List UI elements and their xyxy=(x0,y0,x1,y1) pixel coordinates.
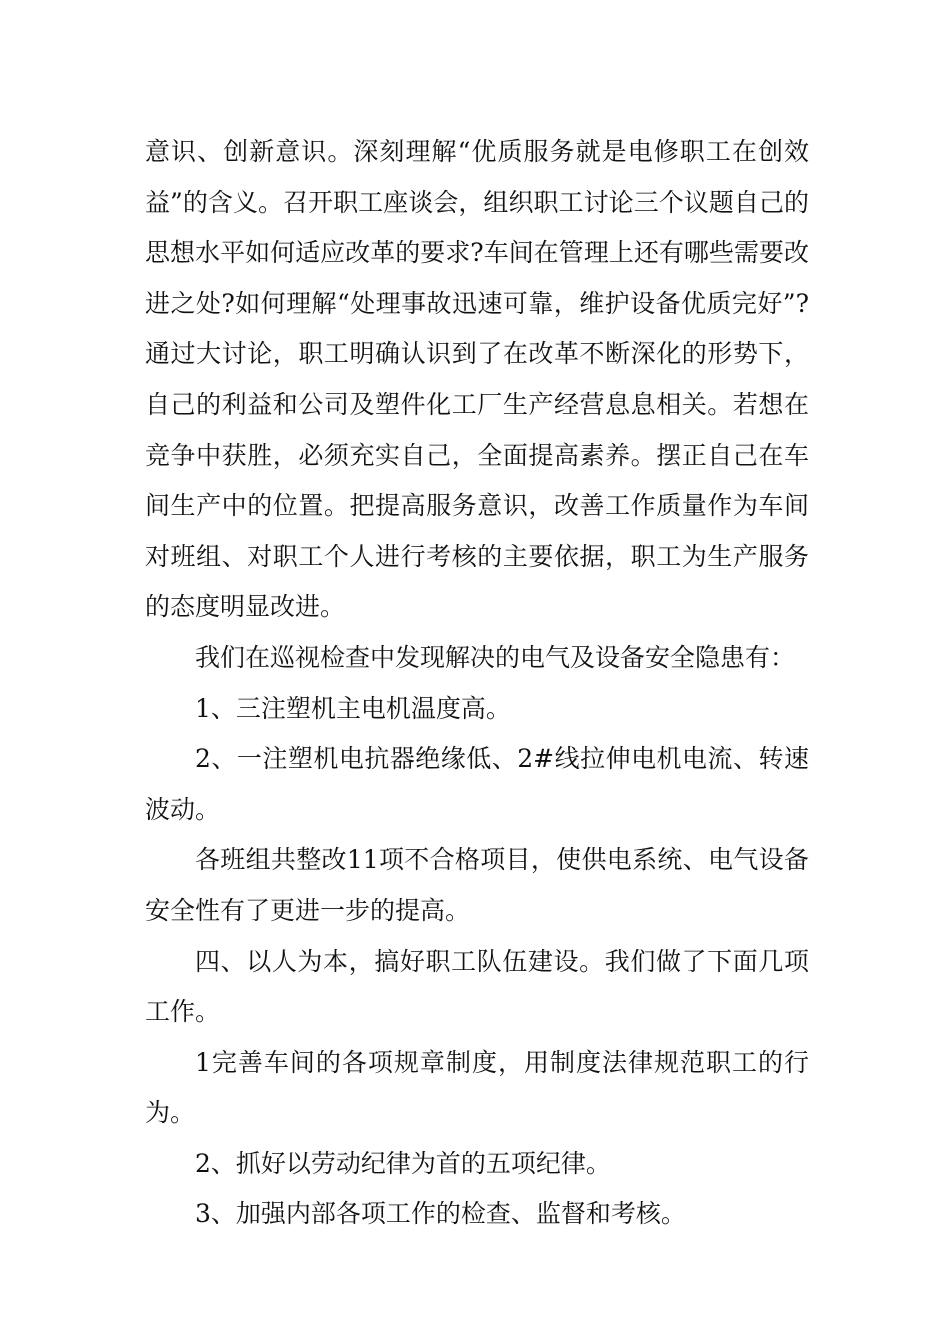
list-item-work-3: 3、加强内部各项工作的检查、监督和考核。 xyxy=(195,1199,686,1229)
list-item-hazard-1: 1、三注塑机主电机温度高。 xyxy=(195,693,511,723)
section-heading-4: 四、以人为本，搞好职工队伍建设。我们做了下面几项工作。 xyxy=(145,946,809,1027)
list-item-hazard-2: 2、一注塑机电抗器绝缘低、2#线拉伸电机电流、转速波动。 xyxy=(145,744,809,824)
list-item-work-2: 2、抓好以劳动纪律为首的五项纪律。 xyxy=(195,1148,611,1178)
list-item-work-1: 1完善车间的各项规章制度，用制度法律规范职工的行为。 xyxy=(145,1047,809,1128)
paragraph-hazards-intro: 我们在巡视检查中发现解决的电气及设备安全隐患有： xyxy=(195,642,796,672)
paragraph-rectification: 各班组共整改11项不合格项目，使供电系统、电气设备安全性有了更进一步的提高。 xyxy=(145,845,809,925)
paragraph-continuation: 意识、创新意识。深刻理解“优质服务就是电修职工在创效益”的含义。召开职工座谈会，组织职工讨论三个议题自己的思想水平如何适应改革的要求?车间在管理上还有哪些需要改进之处?如何理解“处理事故迅速可靠，维护设备优质完好”?通过大讨论，职工明确认识到了在改革不断深化的形势下，自己的利益和公司及塑件化工厂生产经营息息相关。若想在竞争中获胜，必须充实自己，全面提高素养。摆正自己在车间生产中的位置。把提高服务意识，改善工作质量作为车间对班组、对职工个人进行考核的主要依据，职工为生产服务的态度明显改进。 xyxy=(145,137,809,622)
document-body xyxy=(145,127,809,1240)
